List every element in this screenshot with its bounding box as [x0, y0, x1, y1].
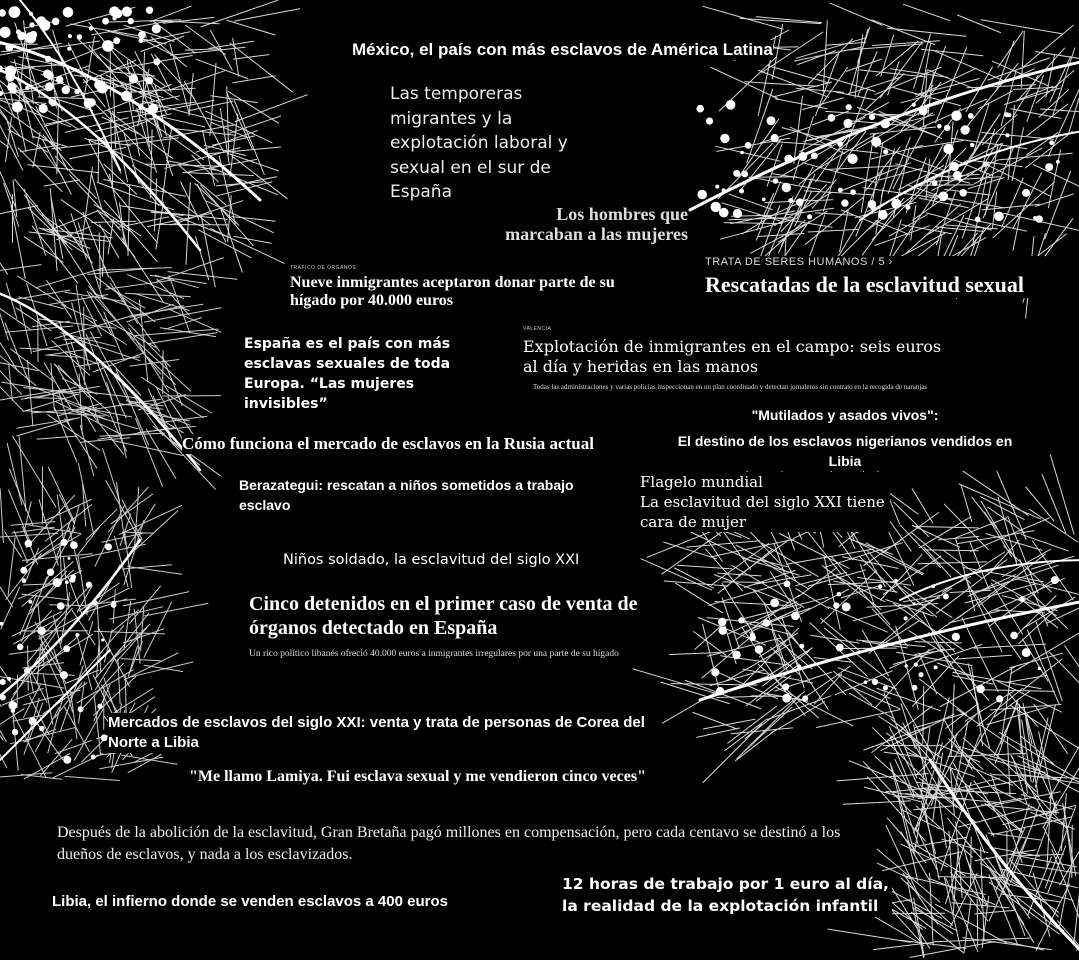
article-rescatadas[interactable]	[705, 256, 1045, 298]
headline-mercados-esclavos[interactable]: Mercados de esclavos del siglo XXI: venta y trata de personas de Corea del Norte a Libia	[108, 713, 658, 753]
headline-lamiya[interactable]: "Me llamo Lamiya. Fui esclava sexual y me vendieron cinco veces"	[189, 767, 669, 787]
kicker-flagelo-mundial: Flagelo mundial	[640, 473, 763, 491]
article-organos-higado[interactable]	[290, 265, 620, 310]
subhead-explotacion-campo: Todas las administraciones y varias policías inspeccionan en un plan coordinado y detectan jornaleros sin contrato en la recogida de naranjas	[533, 383, 928, 391]
article-explotacion-campo[interactable]	[523, 326, 963, 392]
headline-berazategui[interactable]: Berazategui: rescatan a niños sometidos a trabajo esclavo	[239, 475, 609, 515]
article-cinco-detenidos[interactable]	[249, 592, 669, 660]
headline-rusia[interactable]: Cómo funciona el mercado de esclavos en la Rusia actual	[182, 434, 594, 453]
headline-ninos-soldado[interactable]: Niños soldado, la esclavitud del siglo XXI	[283, 552, 580, 568]
headline-gran-bretana[interactable]: Después de la abolición de la esclavitud, Gran Bretaña pagó millones en compensación, pero cada centavo se destinó a los dueños de esclavos, y nada a los esclavizados.	[57, 822, 877, 866]
plant-top-left	[0, 0, 307, 301]
headline-explotacion-infantil[interactable]: 12 horas de trabajo por 1 euro al día, la realidad de la explotación infantil	[562, 873, 892, 917]
headline-temporeras[interactable]: Las temporeras migrantes y la explotación laboral y sexual en el sur de España	[390, 82, 600, 205]
kicker-trata-seres-humanos: TRATA DE SERES HUMANOS / 5 ›	[705, 256, 893, 268]
headline-hombres-marcaban[interactable]: Los hombres que marcaban a las mujeres	[488, 204, 688, 244]
headline-explotacion-campo: Explotación de inmigrantes en el campo: seis euros al día y heridas en las manos	[523, 337, 942, 376]
headline-libia-infierno[interactable]: Libia, el infierno donde se venden esclavos a 400 euros	[52, 893, 448, 910]
plant-left-middle	[0, 258, 237, 511]
headline-mutilados: "Mutilados y asados vivos":	[751, 407, 939, 423]
headline-esclavos-nigerianos: El destino de los esclavos nigerianos vendidos en Libia	[677, 433, 1013, 469]
subhead-cinco-detenidos: Un rico político libanés ofreció 40.000 euros a inmigrantes irregulares por una parte de su hígado	[249, 649, 619, 659]
article-flagelo-mundial[interactable]	[640, 472, 890, 532]
headline-nueve-inmigrantes: Nueve inmigrantes aceptaron donar parte de su hígado por 40.000 euros	[290, 274, 615, 309]
headline-espana-esclavas[interactable]: España es el país con más esclavas sexuales de toda Europa. “Las mujeres invisibles”	[244, 334, 464, 414]
headline-esclavitud-mujer: La esclavitud del siglo XXI tiene cara de mujer	[640, 493, 885, 531]
headline-cinco-detenidos: Cinco detenidos en el primer caso de venta de órganos detectado en España	[249, 593, 638, 639]
article-mutilados[interactable]	[670, 405, 1020, 471]
headline-mexico[interactable]: México, el país con más esclavos de América Latina	[352, 40, 773, 59]
kicker-trafico-organos: TRÁFICO DE ÓRGANOS	[290, 265, 357, 271]
headline-rescatadas: Rescatadas de la esclavitud sexual	[705, 272, 1024, 297]
kicker-valencia: VALENCIA	[523, 326, 552, 332]
